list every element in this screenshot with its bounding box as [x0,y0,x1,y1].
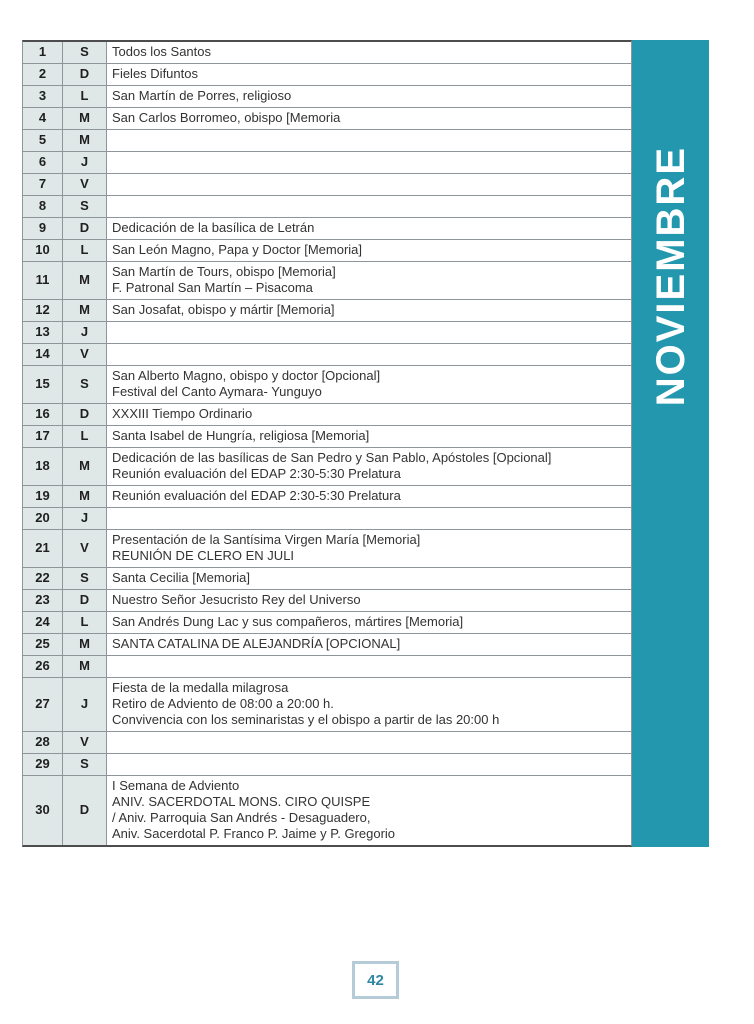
day-number: 14 [23,344,63,365]
day-number: 15 [23,366,63,403]
event-line: Santa Isabel de Hungría, religiosa [Memoria] [112,428,370,443]
table-row [23,130,631,152]
event-line: Festival del Canto Aymara- Yunguyo [112,384,322,399]
month-label: NOVIEMBRE [648,146,693,407]
event-cell [107,42,631,63]
event-cell [107,218,631,239]
weekday-letter: M [63,130,107,151]
event-cell [107,152,631,173]
weekday-letter: L [63,426,107,447]
event-line: San Martín de Tours, obispo [Memoria] [112,264,336,279]
table-row [23,426,631,448]
event-line: Todos los Santos [112,44,212,59]
event-line: San Josafat, obispo y mártir [Memoria] [112,302,335,317]
event-cell [107,754,631,775]
table-row [23,322,631,344]
event-cell [107,486,631,507]
event-line: Santa Cecilia [Memoria] [112,570,250,585]
event-line: REUNIÓN DE CLERO EN JULI [112,548,295,563]
weekday-letter: M [63,108,107,129]
weekday-letter: M [63,486,107,507]
event-cell [107,530,631,567]
day-number: 28 [23,732,63,753]
weekday-letter: J [63,678,107,731]
weekday-letter: S [63,366,107,403]
weekday-letter: J [63,152,107,173]
table-row [23,196,631,218]
day-number: 25 [23,634,63,655]
event-cell [107,174,631,195]
day-number: 30 [23,776,63,845]
day-number: 7 [23,174,63,195]
event-line: San Andrés Dung Lac y sus compañeros, mártires [Memoria] [112,614,464,629]
day-number: 19 [23,486,63,507]
day-number: 5 [23,130,63,151]
table-row [23,568,631,590]
event-cell [107,64,631,85]
calendar-table [22,40,632,847]
event-cell [107,448,631,485]
event-line: Presentación de la Santísima Virgen María [Memoria] [112,532,421,547]
weekday-letter: L [63,612,107,633]
day-number: 24 [23,612,63,633]
event-cell [107,732,631,753]
event-cell [107,196,631,217]
event-line: Aniv. Sacerdotal P. Franco P. Jaime y P. Gregorio [112,826,396,841]
day-number: 26 [23,656,63,677]
day-number: 20 [23,508,63,529]
weekday-letter: D [63,590,107,611]
event-cell [107,678,631,731]
table-row [23,262,631,300]
weekday-letter: S [63,568,107,589]
month-banner [632,40,709,847]
weekday-letter: M [63,262,107,299]
event-cell [107,612,631,633]
event-cell [107,86,631,107]
event-line: Dedicación de las basílicas de San Pedro y San Pablo, Apóstoles [Opcional] [112,450,552,465]
weekday-letter: M [63,448,107,485]
event-line: San Alberto Magno, obispo y doctor [Opcional] [112,368,381,383]
table-row [23,152,631,174]
table-row [23,174,631,196]
weekday-letter: J [63,508,107,529]
table-row [23,448,631,486]
event-line: / Aniv. Parroquia San Andrés - Desaguadero, [112,810,371,825]
day-number: 2 [23,64,63,85]
weekday-letter: D [63,64,107,85]
event-line: Fiesta de la medalla milagrosa [112,680,289,695]
table-row [23,404,631,426]
weekday-letter: D [63,404,107,425]
day-number: 23 [23,590,63,611]
table-row [23,678,631,732]
table-row [23,344,631,366]
weekday-letter: V [63,344,107,365]
table-row [23,612,631,634]
event-cell [107,426,631,447]
table-row [23,218,631,240]
table-row [23,754,631,776]
day-number: 9 [23,218,63,239]
weekday-letter: L [63,86,107,107]
table-row [23,300,631,322]
table-row [23,86,631,108]
weekday-letter: S [63,42,107,63]
weekday-letter: M [63,634,107,655]
event-cell [107,656,631,677]
event-line: San León Magno, Papa y Doctor [Memoria] [112,242,363,257]
event-cell [107,344,631,365]
event-line: San Carlos Borromeo, obispo [Memoria [112,110,341,125]
weekday-letter: L [63,240,107,261]
weekday-letter: J [63,322,107,343]
day-number: 10 [23,240,63,261]
day-number: 1 [23,42,63,63]
day-number: 8 [23,196,63,217]
event-line: Nuestro Señor Jesucristo Rey del Universo [112,592,361,607]
day-number: 6 [23,152,63,173]
day-number: 3 [23,86,63,107]
weekday-letter: V [63,174,107,195]
event-cell [107,322,631,343]
day-number: 4 [23,108,63,129]
table-row [23,530,631,568]
event-cell [107,240,631,261]
day-number: 27 [23,678,63,731]
event-line: XXXIII Tiempo Ordinario [112,406,253,421]
event-cell [107,262,631,299]
table-row [23,108,631,130]
table-row [23,366,631,404]
day-number: 16 [23,404,63,425]
event-cell [107,776,631,845]
table-row [23,776,631,845]
weekday-letter: M [63,300,107,321]
event-cell [107,404,631,425]
day-number: 12 [23,300,63,321]
day-number: 17 [23,426,63,447]
weekday-letter: S [63,754,107,775]
day-number: 21 [23,530,63,567]
table-row [23,42,631,64]
event-line: Reunión evaluación del EDAP 2:30-5:30 Prelatura [112,466,401,481]
weekday-letter: V [63,530,107,567]
event-cell [107,300,631,321]
page-number: 42 [367,971,384,989]
table-row [23,64,631,86]
table-row [23,486,631,508]
page-number-box [352,961,399,999]
event-line: Dedicación de la basílica de Letrán [112,220,315,235]
calendar-layout [22,40,709,847]
event-cell [107,590,631,611]
weekday-letter: D [63,776,107,845]
day-number: 13 [23,322,63,343]
event-line: Fieles Difuntos [112,66,198,81]
event-line: ANIV. SACERDOTAL MONS. CIRO QUISPE [112,794,371,809]
event-cell [107,366,631,403]
event-line: Reunión evaluación del EDAP 2:30-5:30 Prelatura [112,488,401,503]
table-row [23,656,631,678]
event-line: F. Patronal San Martín – Pisacoma [112,280,313,295]
event-line: Retiro de Adviento de 08:00 a 20:00 h. [112,696,334,711]
table-row [23,590,631,612]
event-cell [107,568,631,589]
day-number: 11 [23,262,63,299]
event-cell [107,130,631,151]
event-line: SANTA CATALINA DE ALEJANDRÍA [OPCIONAL] [112,636,401,651]
event-line: Convivencia con los seminaristas y el obispo a partir de las 20:00 h [112,712,500,727]
day-number: 18 [23,448,63,485]
weekday-letter: V [63,732,107,753]
weekday-letter: D [63,218,107,239]
table-row [23,634,631,656]
event-cell [107,634,631,655]
day-number: 22 [23,568,63,589]
weekday-letter: S [63,196,107,217]
table-row [23,732,631,754]
event-cell [107,508,631,529]
day-number: 29 [23,754,63,775]
event-line: San Martín de Porres, religioso [112,88,292,103]
event-cell [107,108,631,129]
weekday-letter: M [63,656,107,677]
event-line: I Semana de Adviento [112,778,240,793]
table-row [23,240,631,262]
table-row [23,508,631,530]
